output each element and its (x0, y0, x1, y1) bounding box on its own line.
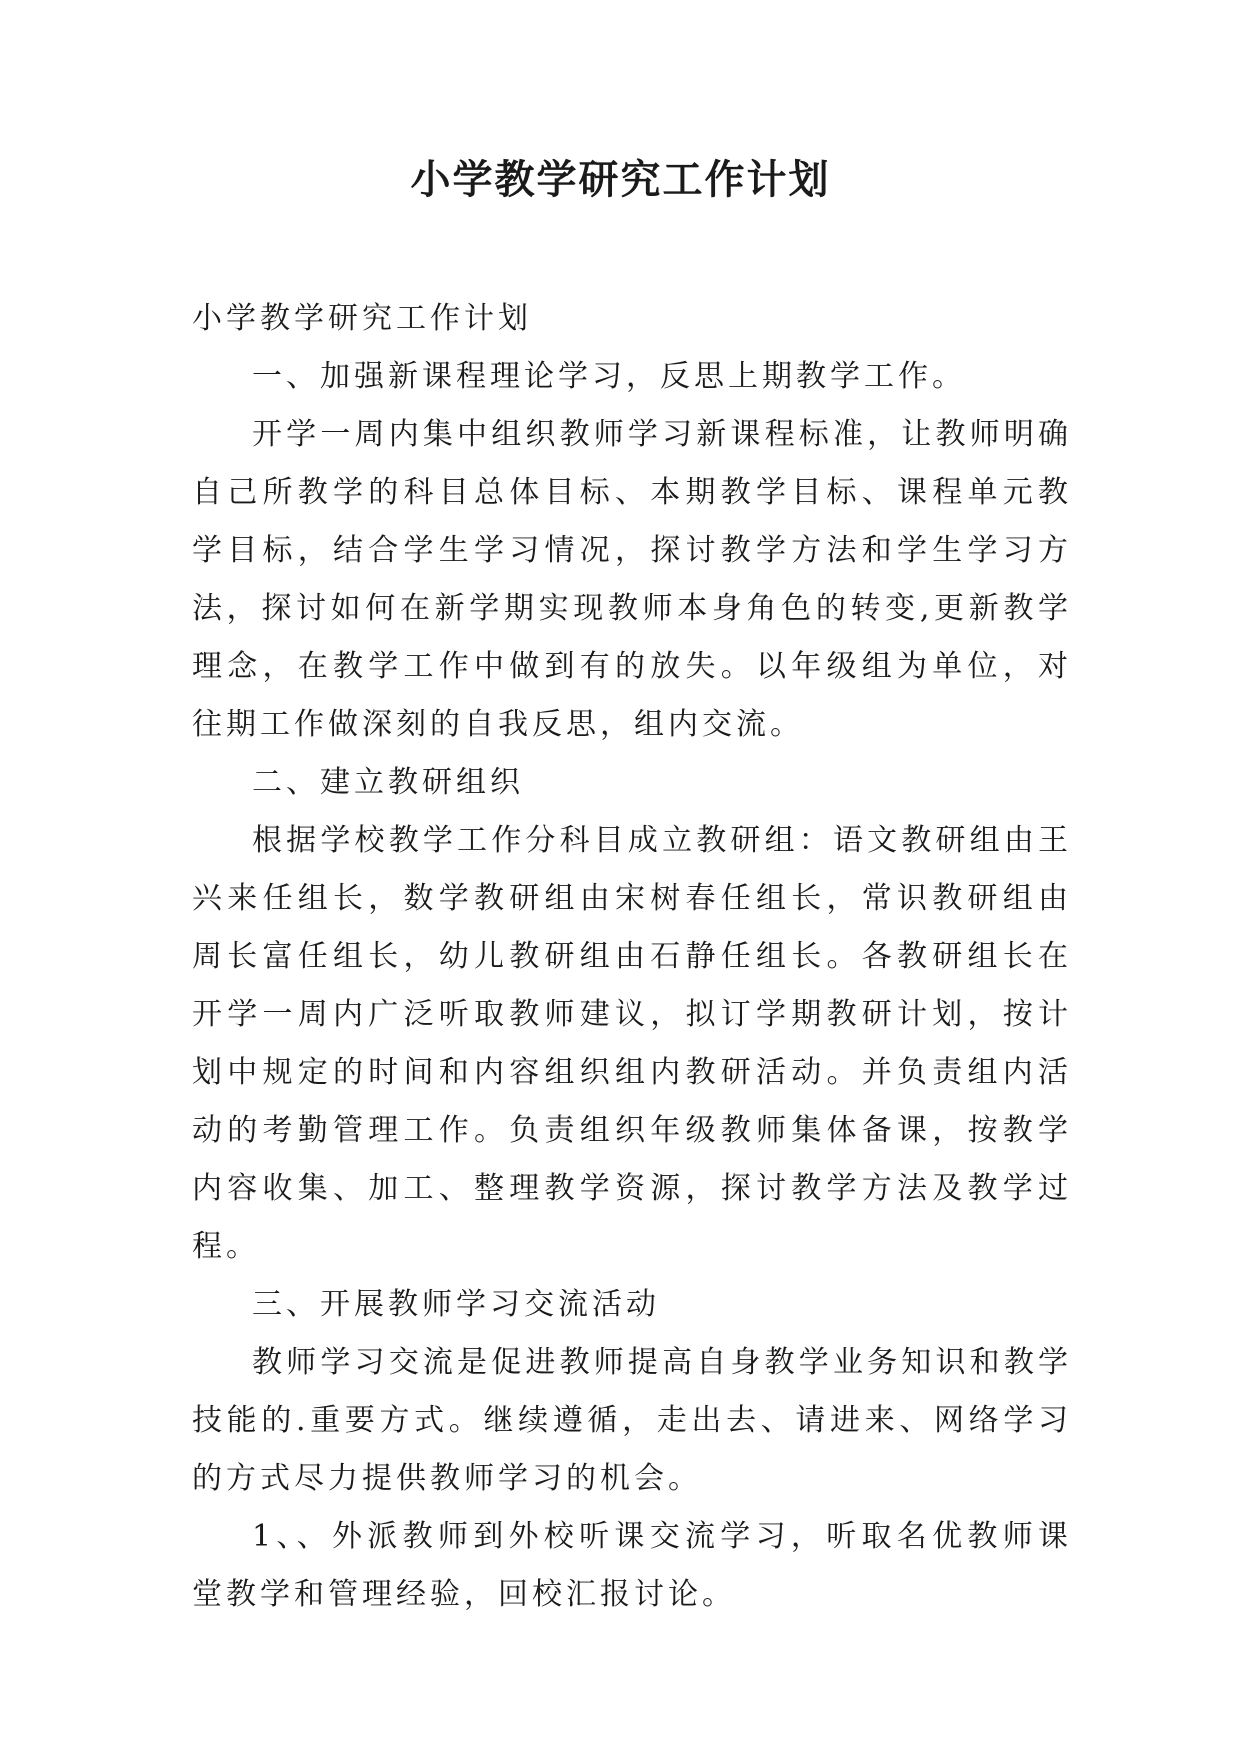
paragraph: 二、建立教研组织 (252, 765, 524, 800)
document-title: 小学教学研究工作计划 (410, 156, 831, 203)
paragraph: 三、开展教师学习交流活动 (252, 1287, 660, 1322)
document-body (192, 290, 1072, 1624)
paragraph: 开学一周内集中组织教师学习新课程标准，让教师明确自己所教学的科目总体目标、本期教学目标、课程单元教学目标，结合学生学习情况，探讨教学方法和学生学习方法，探讨如何在新学期实现教师本身角色的转变,更新教学理念，在教学工作中做到有的放失。以年级组为单位，对往期工作做深刻的自我反思，组内交流。 (192, 417, 1072, 742)
paragraph: 教师学习交流是促进教师提高自身教学业务知识和教学技能的.重要方式。继续遵循，走出去、请进来、网络学习的方式尽力提供教师学习的机会。 (192, 1345, 1072, 1496)
paragraph: 小学教学研究工作计划 (192, 301, 532, 336)
paragraph: 1、、外派教师到外校听课交流学习，听取名优教师课堂教学和管理经验，回校汇报讨论。 (192, 1519, 1072, 1612)
paragraph: 根据学校教学工作分科目成立教研组：语文教研组由王兴来任组长，数学教研组由宋树春任组长，常识教研组由周长富任组长，幼儿教研组由石静任组长。各教研组长在开学一周内广泛听取教师建议，拟订学期教研计划，按计划中规定的时间和内容组织组内教研活动。并负责组内活动的考勤管理工作。负责组织年级教师集体备课，按教学内容收集、加工、整理教学资源，探讨教学方法及教学过程。 (192, 823, 1072, 1264)
paragraph: 一、加强新课程理论学习，反思上期教学工作。 (252, 359, 966, 394)
